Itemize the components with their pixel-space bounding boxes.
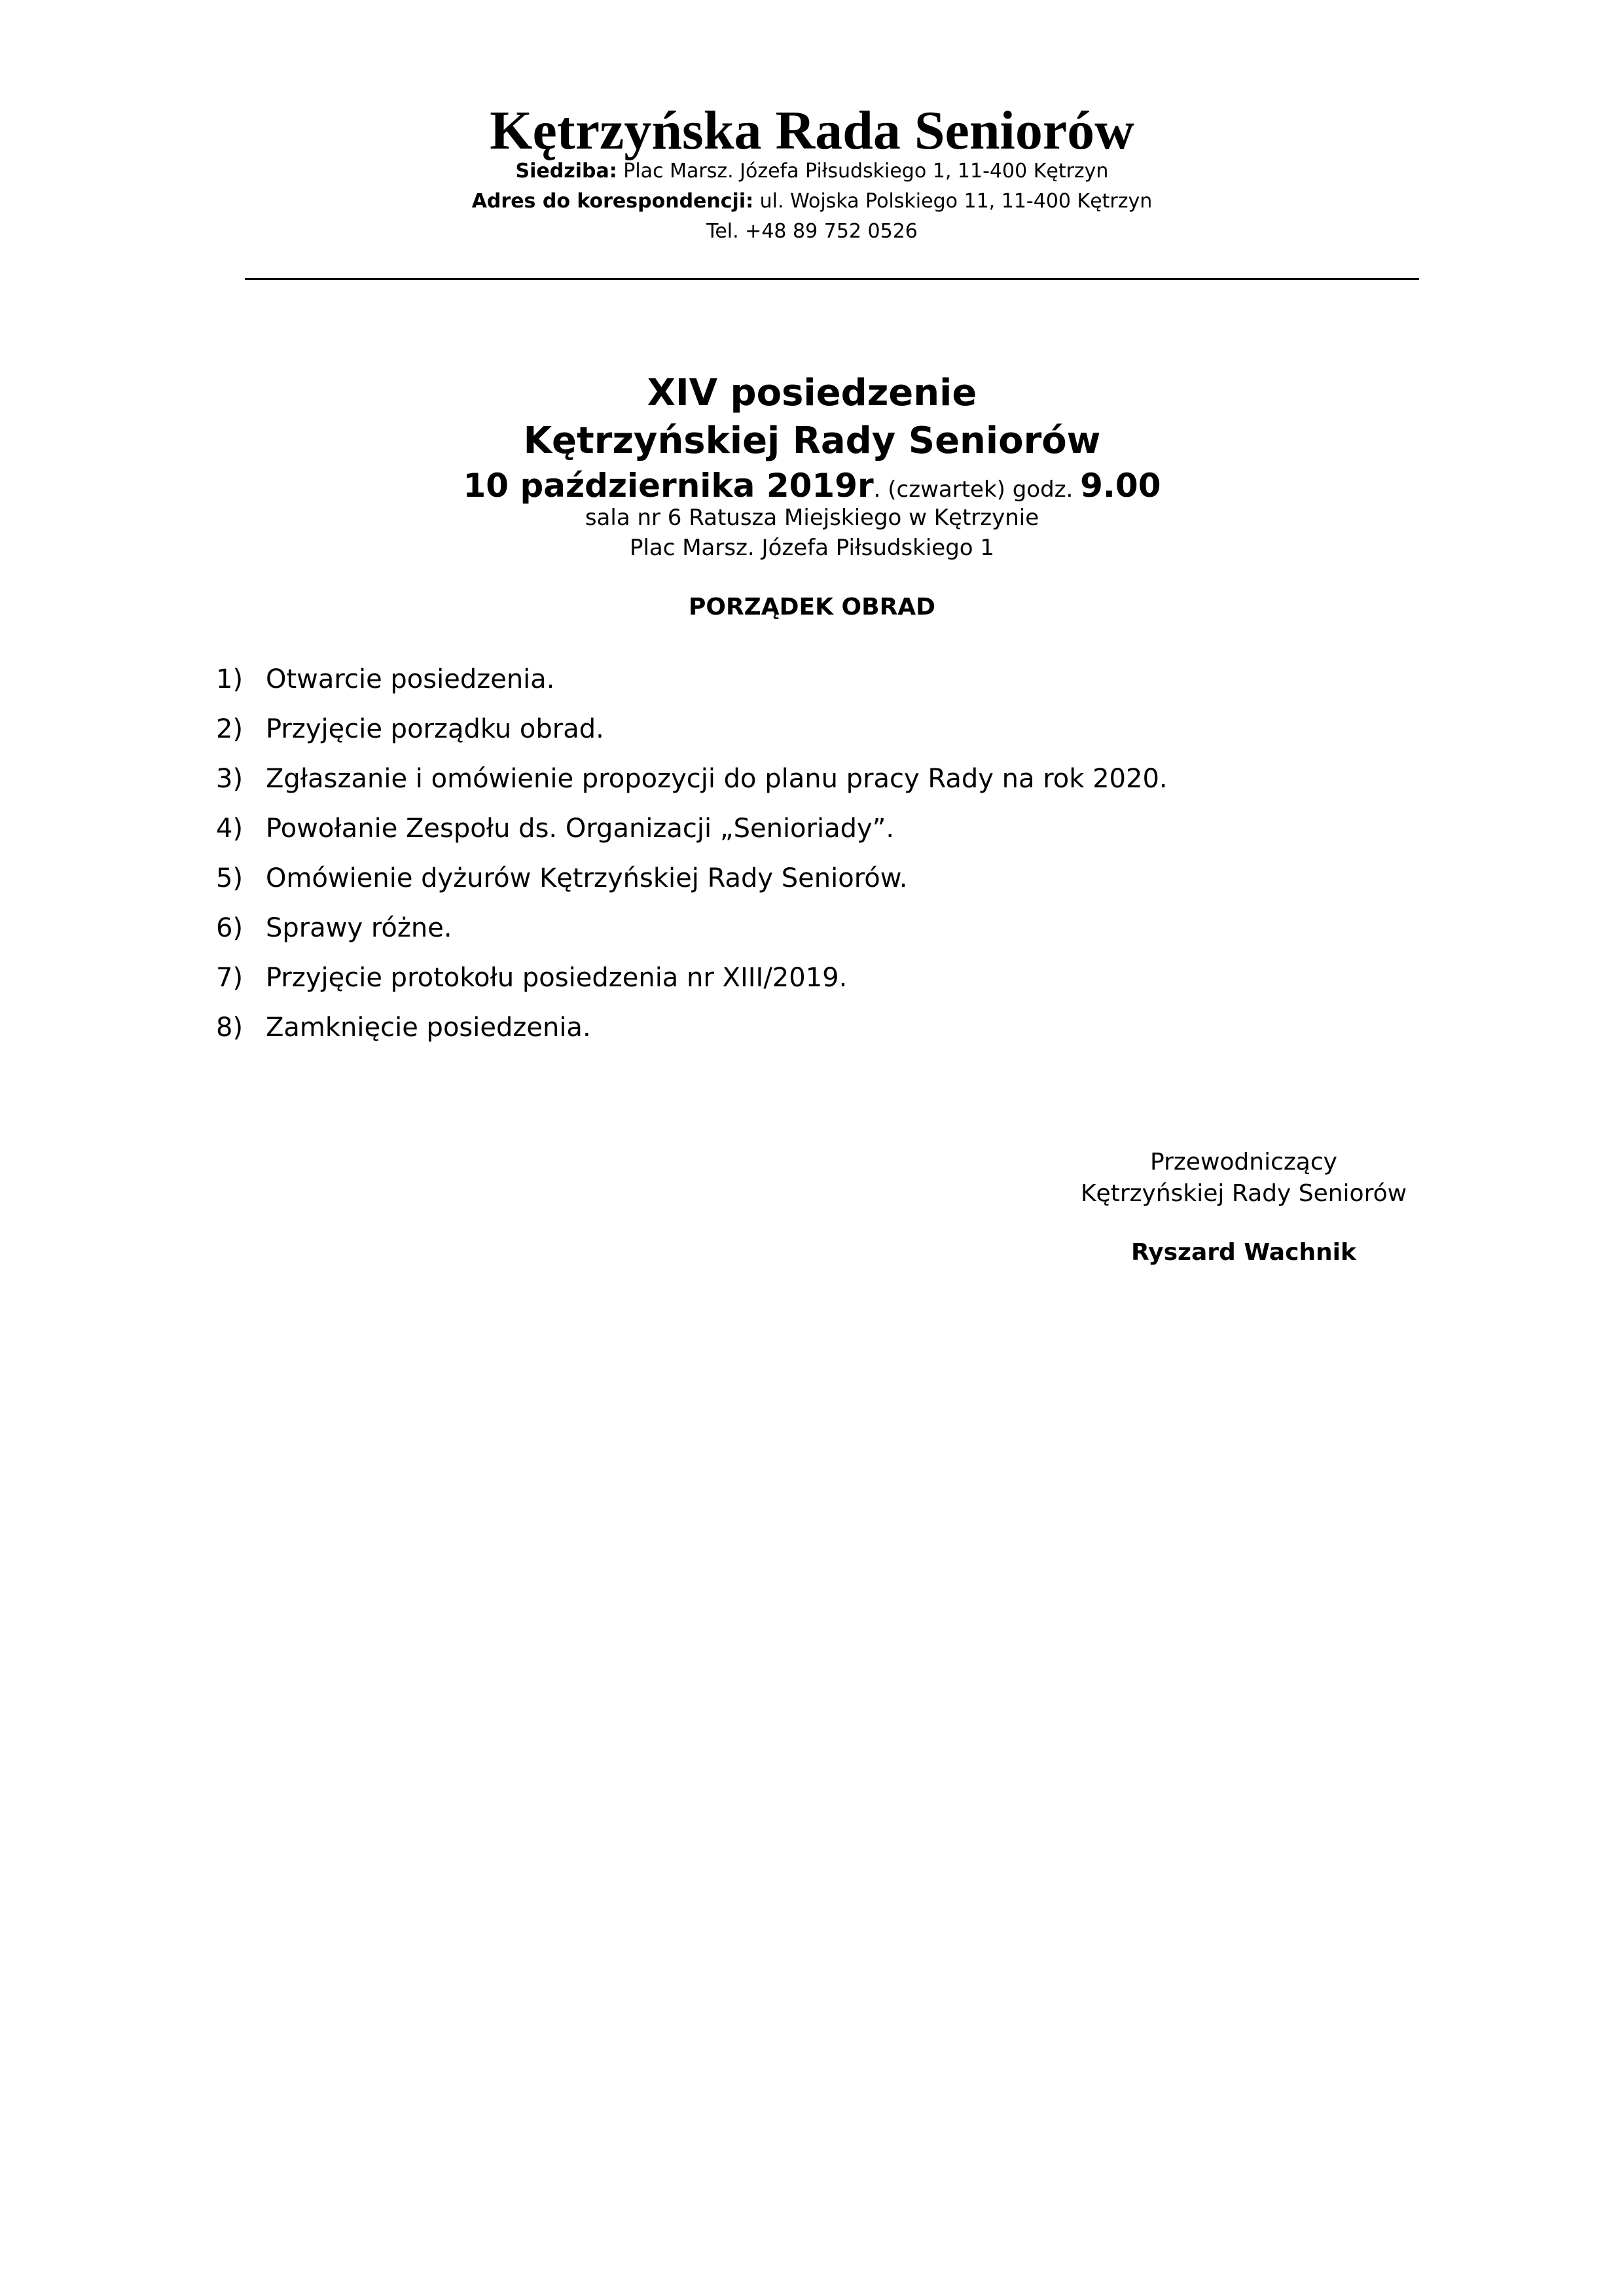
meeting-room: sala nr 6 Ratusza Miejskiego w Kętrzynie — [585, 505, 1039, 531]
agenda-item-text: Omówienie dyżurów Kętrzyńskiej Rady Seniorów. — [266, 863, 908, 893]
agenda-item — [216, 1009, 1460, 1059]
meeting-weekday: . (czwartek) godz. — [873, 476, 1081, 503]
agenda-item-text: Zgłaszanie i omówienie propozycji do planu pracy Rady na rok 2020. — [266, 764, 1168, 794]
signatory-body: Kętrzyńskiej Rady Seniorów — [1080, 1180, 1407, 1207]
meeting-time: 9.00 — [1080, 467, 1161, 505]
meeting-title-line2: Kętrzyńskiej Rady Seniorów — [523, 420, 1101, 462]
agenda-item-text: Otwarcie posiedzenia. — [266, 664, 555, 694]
signatory-name: Ryszard Wachnik — [1131, 1239, 1356, 1266]
agenda-item — [216, 960, 1460, 1009]
header-divider — [245, 278, 1419, 280]
phone-number: Tel. +48 89 752 0526 — [706, 220, 918, 243]
signatory-role: Przewodniczący — [1150, 1149, 1337, 1175]
agenda-item-number: 3) — [216, 764, 244, 794]
agenda-item-text: Przyjęcie protokołu posiedzenia nr XIII/2019. — [266, 963, 848, 993]
signature-block — [916, 1147, 1571, 1268]
agenda-item-number: 7) — [216, 963, 244, 993]
agenda-item — [216, 661, 1460, 711]
meeting-date: 10 października 2019r — [463, 467, 874, 505]
agenda-item-number: 5) — [216, 863, 244, 893]
agenda-item — [216, 711, 1460, 761]
organization-title: Kętrzyńska Rada Seniorów — [490, 100, 1134, 161]
agenda-item — [216, 810, 1460, 860]
agenda-item-number: 4) — [216, 814, 244, 844]
seat-address — [0, 157, 1624, 186]
agenda-item-text: Powołanie Zespołu ds. Organizacji „Senioriady”. — [266, 814, 895, 844]
seat-value: Plac Marsz. Józefa Piłsudskiego 1, 11-400 Kętrzyn — [617, 160, 1109, 183]
agenda-item — [216, 761, 1460, 810]
agenda-item-number: 2) — [216, 714, 244, 744]
mail-label: Adres do korespondencji: — [471, 190, 754, 213]
mailing-address — [0, 187, 1624, 216]
agenda-item-text: Sprawy różne. — [266, 913, 452, 943]
mail-value: ul. Wojska Polskiego 11, 11-400 Kętrzyn — [753, 190, 1153, 213]
agenda-item-number: 6) — [216, 913, 244, 943]
agenda-item-number: 1) — [216, 664, 244, 694]
agenda-item — [216, 910, 1460, 960]
agenda-list — [216, 661, 1460, 1059]
agenda-item — [216, 860, 1460, 910]
meeting-address: Plac Marsz. Józefa Piłsudskiego 1 — [629, 535, 995, 561]
agenda-item-text: Zamknięcie posiedzenia. — [266, 1013, 591, 1043]
seat-label: Siedziba: — [515, 160, 617, 183]
agenda-item-text: Przyjęcie porządku obrad. — [266, 714, 604, 744]
agenda-item-number: 8) — [216, 1013, 244, 1043]
agenda-heading: PORZĄDEK OBRAD — [688, 594, 936, 620]
meeting-title-line1: XIV posiedzenie — [647, 372, 977, 414]
